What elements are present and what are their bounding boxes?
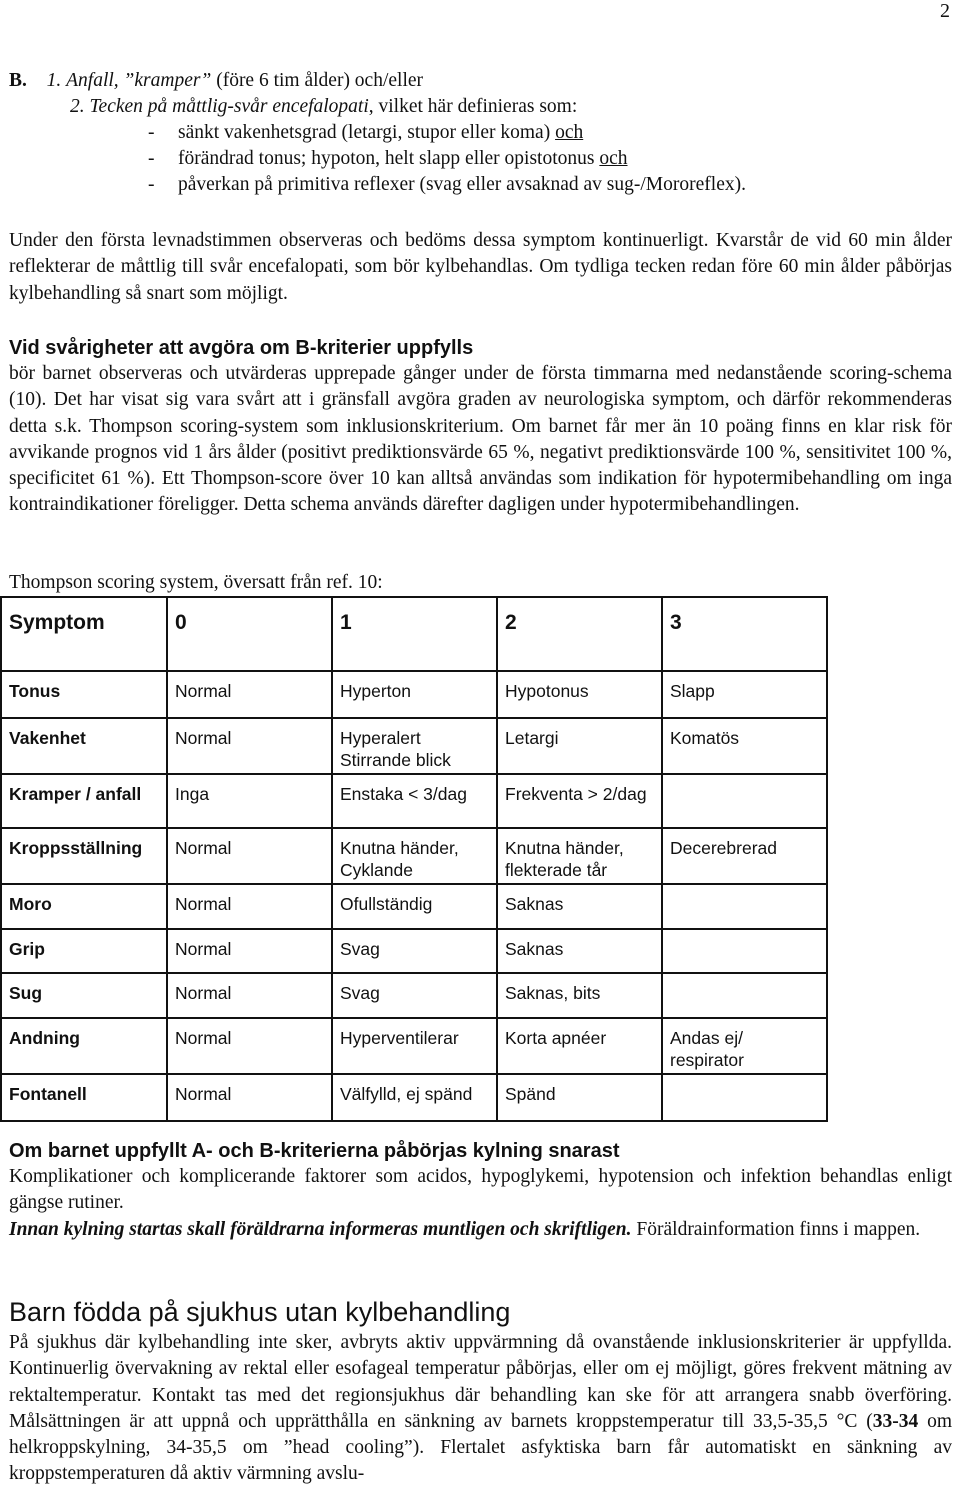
table-row [1, 1018, 827, 1074]
symptom-cell: Grip [1, 929, 167, 973]
inform-rest: Föräldrainformation finns i mappen. [631, 1219, 921, 1240]
page-number: 2 [940, 0, 950, 22]
bullet-dash: - [148, 148, 155, 169]
score-cell: Frekventa > 2/dag [497, 774, 662, 828]
score-cell: Hypotonus [497, 671, 662, 718]
item2-number: 2. [70, 96, 85, 117]
score-cell: Ofullständig [332, 884, 497, 929]
score-cell: Normal [167, 973, 332, 1018]
hospital-text-b: om helkroppskylning, 34-35,5 om ”head cooling”). Flertalet asfyktiska barn får automatiskt en sänkning av kroppstemperaturen då aktiv värmning avslu- [9, 1410, 952, 1485]
hospital-paragraph [0, 1330, 960, 1488]
bullet-dash: - [148, 174, 155, 195]
score-cell: Normal [167, 718, 332, 774]
hospital-text-a: På sjukhus där kylbehandling inte sker, avbryts aktiv uppvärmning då ovanstående inklusionskriterier är uppfyllda. Kontinuerlig övervakning av rektal eller esofageal temperatur påbörjas, eller om ej möjligt, göres frekvent mätning av rektaltemperatur. Kontakt tas med det regionsjukhus där behandling kan ske för att arrangera snabb överföring. Målsättningen är att uppnå och upprätthålla en sänkning av barnets kroppstemperatur till 33,5-35,5 °C ( [9, 1332, 952, 1432]
table-row [1, 973, 827, 1018]
header-cell: 0 [167, 597, 332, 671]
bullet-conjunction: och [555, 122, 584, 143]
bullet-dash: - [148, 122, 155, 143]
section-b-item-1 [0, 68, 960, 94]
score-cell: Inga [167, 774, 332, 828]
bullet-conjunction: och [599, 148, 628, 169]
score-cell: Enstaka < 3/dag [332, 774, 497, 828]
symptom-cell: Tonus [1, 671, 167, 718]
score-cell: Normal [167, 828, 332, 884]
score-cell: Hyperton [332, 671, 497, 718]
score-cell: Letargi [497, 718, 662, 774]
item1-title: Anfall, ”kramper” [66, 70, 212, 91]
score-cell: Spänd [497, 1074, 662, 1121]
score-cell: Knutna händer, flekterade tår [497, 828, 662, 884]
thompson-table-container [0, 596, 828, 1110]
score-cell: Normal [167, 1074, 332, 1121]
table-row [1, 1074, 827, 1121]
item1-number: 1. [46, 70, 62, 91]
hospital-heading: Barn födda på sjukhus utan kylbehandling [9, 1297, 511, 1327]
inform-emphasis: Innan kylning startas skall föräldrarna informeras muntligen och skriftligen. [9, 1219, 632, 1240]
header-cell: 3 [662, 597, 827, 671]
header-cell: 2 [497, 597, 662, 671]
score-cell: Hyperventilerar [332, 1018, 497, 1074]
score-cell: Välfylld, ej spänd [332, 1074, 497, 1121]
criteria-bullet-1 [0, 120, 960, 146]
symptom-cell: Vakenhet [1, 718, 167, 774]
score-cell: Normal [167, 1018, 332, 1074]
header-cell: 1 [332, 597, 497, 671]
score-cell: Korta apnéer [497, 1018, 662, 1074]
table-row [1, 774, 827, 828]
score-cell: Normal [167, 929, 332, 973]
symptom-cell: Moro [1, 884, 167, 929]
table-row [1, 929, 827, 973]
bullet-text: förändrad tonus; hypoton, helt slapp eller opistotonus [178, 148, 600, 169]
bullet-text: påverkan på primitiva reflexer (svag eller avsaknad av sug-/Mororeflex). [178, 174, 746, 195]
section-label: B. [9, 70, 27, 91]
header-cell: Symptom [1, 597, 167, 671]
score-cell [662, 1074, 827, 1121]
symptom-cell: Kramper / anfall [1, 774, 167, 828]
table-header-row [1, 597, 827, 671]
symptom-cell: Fontanell [1, 1074, 167, 1121]
score-cell: Saknas [497, 884, 662, 929]
score-cell: Komatös [662, 718, 827, 774]
inform-paragraph [0, 1217, 960, 1243]
table-row [1, 718, 827, 774]
table-caption: Thompson scoring system, översatt från ref. 10: [9, 572, 383, 593]
thompson-scoring-table [0, 596, 828, 1122]
score-cell: Andas ej/ respirator [662, 1018, 827, 1074]
symptom-cell: Kroppsställning [1, 828, 167, 884]
score-cell: Normal [167, 671, 332, 718]
cooling-heading: Om barnet uppfyllt A- och B-kriterierna påbörjas kylning snarast [9, 1140, 620, 1162]
cooling-paragraph: Komplikationer och komplicerande faktorer som acidos, hypoglykemi, hypotension och infektion behandlas enligt gängse rutiner. [9, 1166, 952, 1214]
symptom-cell: Andning [1, 1018, 167, 1074]
score-cell [662, 973, 827, 1018]
criteria-bullet-2 [0, 146, 960, 172]
score-cell: Hyperalert Stirrande blick [332, 718, 497, 774]
score-cell: Svag [332, 973, 497, 1018]
table-row [1, 884, 827, 929]
section-b-item-2 [0, 94, 960, 120]
score-cell: Slapp [662, 671, 827, 718]
symptom-cell: Sug [1, 973, 167, 1018]
score-cell: Saknas [497, 929, 662, 973]
score-cell [662, 929, 827, 973]
score-cell: Svag [332, 929, 497, 973]
score-cell: Saknas, bits [497, 973, 662, 1018]
difficulty-paragraph: bör barnet observeras och utvärderas upprepade gånger under de första timmarna med nedanstående scoring-schema (10). Det har visat sig vara svårt att i gränsfall avgöra graden av neurologiska symptom, och därför rekommenderas detta s.k. Thompson scoring-system som inklusionskriterium. Om barnet får mer än 10 poäng finns en klar risk för avvikande prognos vid 1 års ålder (positivt prediktionsvärde 65 %, negativt prediktionsvärde 100 %, sensitivitet 100 %, specificitet 61 %). Ett Thompson-score över 10 kan alltså användas som indikation för hypotermibehandling om inga kontraindikationer föreligger. Detta schema används därefter dagligen under hypotermibehandlingen. [9, 363, 952, 516]
item2-title: Tecken på måttlig-svår encefalopati [89, 96, 369, 117]
score-cell: Decerebrerad [662, 828, 827, 884]
score-cell: Knutna händer, Cyklande [332, 828, 497, 884]
table-row [1, 828, 827, 884]
table-row [1, 671, 827, 718]
difficulty-heading: Vid svårigheter att avgöra om B-kriterier uppfylls [9, 337, 474, 359]
bullet-text: sänkt vakenhetsgrad (letargi, stupor eller koma) [178, 122, 556, 143]
score-cell [662, 884, 827, 929]
criteria-bullet-3 [0, 172, 960, 198]
hospital-text-bold: 33-34 [872, 1410, 919, 1432]
score-cell: Normal [167, 884, 332, 929]
item1-rest: (före 6 tim ålder) och/eller [211, 70, 424, 91]
item2-rest: , vilket här definieras som: [368, 96, 578, 117]
score-cell [662, 774, 827, 828]
observation-paragraph: Under den första levnadstimmen observeras och bedöms dessa symptom kontinuerligt. Kvarstår de vid 60 min ålder reflekterar de måttlig till svår encefalopati, som bör kylbehandlas. Om tydliga tecken redan före 60 min ålder påbörjas kylbehandling så snart som möjligt. [9, 230, 952, 304]
